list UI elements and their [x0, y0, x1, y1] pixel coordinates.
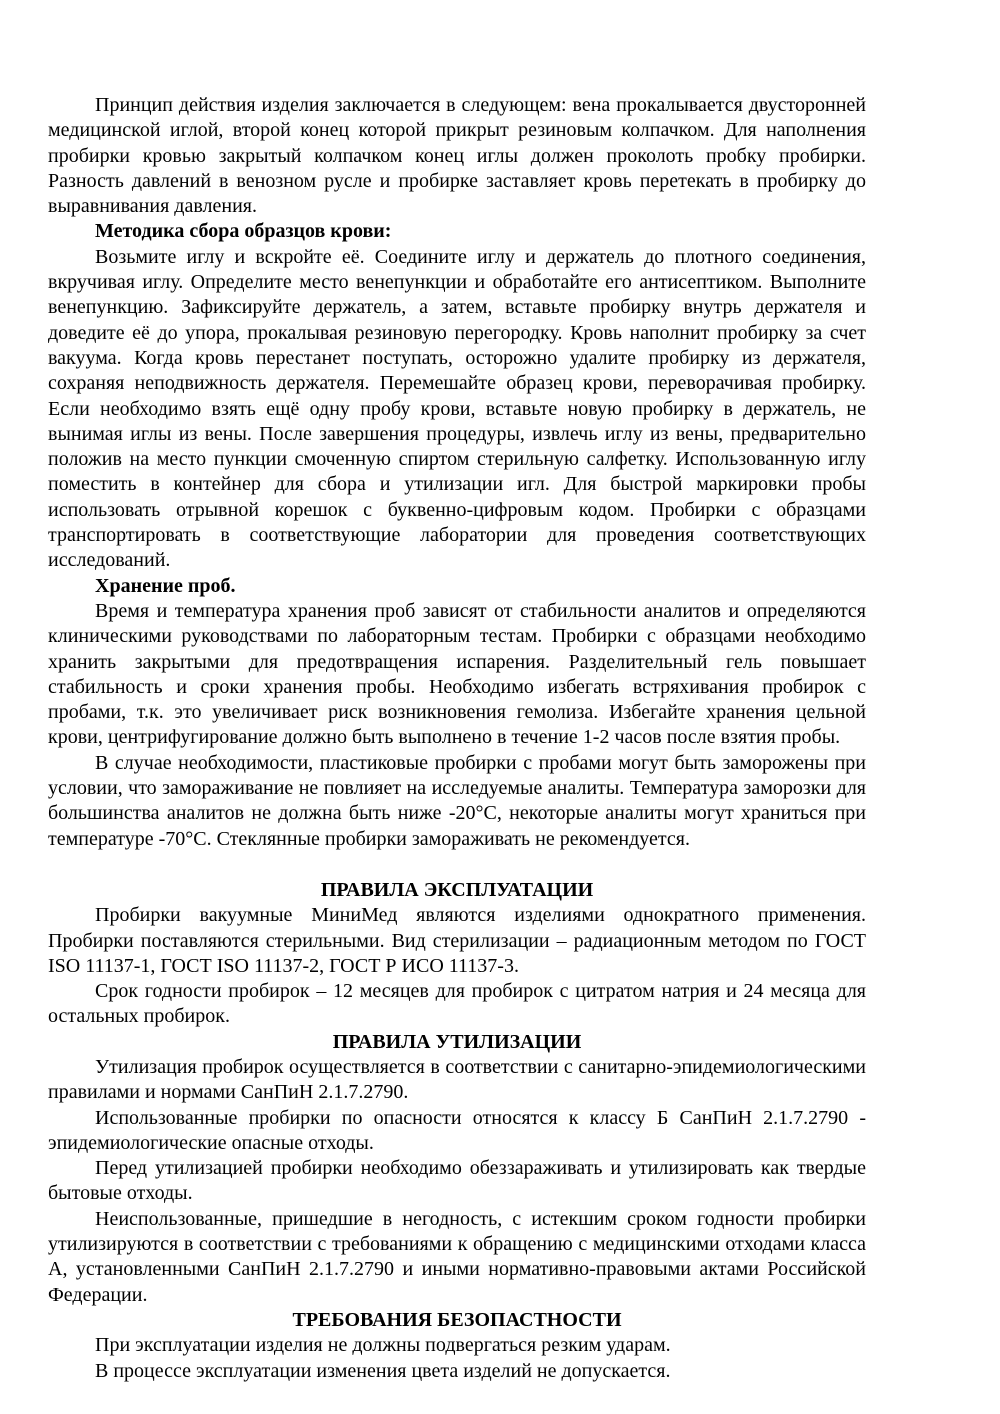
- paragraph-class-b-waste: Использованные пробирки по опасности относятся к классу Б СанПиН 2.1.7.2790 - эпидемиологические опасные отходы.: [48, 1106, 866, 1154]
- paragraph-unused-tubes-disposal: Неиспользованные, пришедшие в негодность, с истекшим сроком годности пробирки утилизируются в соответствии с требованиями к обращению с медицинскими отходами класса А, установленными СанПиН 2.1.7.2790 и иными нормативно-правовыми актами Российской Федерации.: [48, 1207, 866, 1306]
- paragraph-collection-method: Возьмите иглу и вскройте её. Соедините иглу и держатель до плотного соединения, вкручивая иглу. Определите место венепункции и обработайте его антисептиком. Выполните венепункцию. Зафиксируйте держатель, а затем, вставьте пробирку внутрь держателя и доведите её до упора, прокалывая резиновую перегородку. Кровь наполнит пробирку за счет вакуума. Когда кровь перестанет поступать, осторожно удалите пробирку из держателя, сохраняя неподвижность держателя. Перемешайте образец крови, переворачивая пробирку. Если необходимо взять ещё одну пробу крови, вставьте новую пробирку в держатель, не вынимая иглы из вены. После завершения процедуры, извлечь иглу из вены, предварительно положив на место пункции смоченную спиртом стерильную салфетку. Использованную иглу поместить в контейнер для сбора и утилизации игл. Для быстрой маркировки пробы использовать отрывной корешок с буквенно-цифровым кодом. Пробирки с образцами транспортировать в соответствующие лаборатории для проведения соответствующих исследований.: [48, 245, 866, 572]
- section-heading-operation-rules: ПРАВИЛА ЭКСПЛУАТАЦИИ: [320, 878, 594, 901]
- paragraph-decontamination: Перед утилизацией пробирки необходимо обеззараживать и утилизировать как твердые бытовые отходы.: [48, 1157, 866, 1205]
- paragraph-single-use-sterilization: Пробирки вакуумные МиниМед являются изделиями однократного применения. Пробирки поставляются стерильными. Вид стерилизации – радиационным методом по ГОСТ ISO 11137-1, ГОСТ ISO 11137-2, ГОСТ Р ИСО 11137-3.: [48, 904, 866, 977]
- paragraph-no-sharp-impacts: При эксплуатации изделия не должны подвергаться резким ударам.: [95, 1334, 671, 1357]
- paragraph-principle: Принцип действия изделия заключается в следующем: вена прокалывается двусторонней медицинской иглой, второй конец которой прикрыт резиновым колпачком. Для наполнения пробирки кровью закрытый колпачком конец иглы должен проколоть пробку пробирки. Разность давлений в венозном русле и пробирке заставляет кровь перетекать в пробирку до выравнивания давления.: [48, 94, 866, 218]
- paragraph-storage-conditions: Время и температура хранения проб зависят от стабильности аналитов и определяются клиническими руководствами по лабораторным тестам. Пробирки с образцами необходимо хранить закрытыми для предотвращения испарения. Разделительный гель повышает стабильность и сроки хранения пробы. Необходимо избегать встряхивания пробирок с пробами, т.к. это увеличивает риск возникновения гемолиза. Избегайте хранения цельной крови, центрифугирование должно быть выполнено в течение 1-2 часов после взятия пробы.: [48, 599, 866, 749]
- paragraph-shelf-life: Срок годности пробирок – 12 месяцев для пробирок с цитратом натрия и 24 месяца для остальных пробирок.: [48, 980, 866, 1028]
- document-page: [48, 93, 866, 1384]
- section-heading-sample-storage: Хранение проб.: [95, 574, 236, 597]
- paragraph-disposal-sanpin: Утилизация пробирок осуществляется в соответствии с санитарно-эпидемиологическими правилами и нормами СанПиН 2.1.7.2790.: [48, 1055, 866, 1104]
- paragraph-no-color-change: В процессе эксплуатации изменения цвета изделий не допускается.: [95, 1359, 671, 1382]
- section-heading-safety-requirements: ТРЕБОВАНИЯ БЕЗОПАСТНОСТИ: [292, 1308, 622, 1331]
- paragraph-freezing: В случае необходимости, пластиковые пробирки с пробами могут быть заморожены при условии, что замораживание не повлияет на исследуемые аналиты. Температура заморозки для большинства аналитов не должна быть ниже -20°С, некоторые аналиты могут храниться при температуре -70°С. Стеклянные пробирки замораживать не рекомендуется.: [48, 751, 866, 850]
- section-heading-collection-method: Методика сбора образцов крови:: [95, 220, 392, 243]
- section-heading-disposal-rules: ПРАВИЛА УТИЛИЗАЦИИ: [332, 1030, 582, 1053]
